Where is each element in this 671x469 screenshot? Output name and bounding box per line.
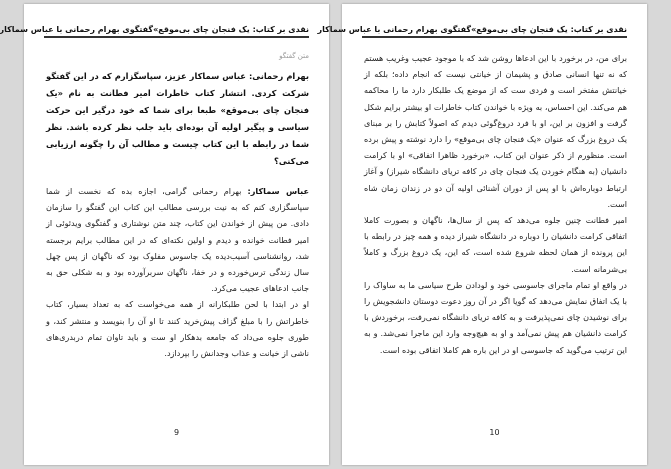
answer-text: بهرام رحمانی گرامی، اجازه بده که نخست از شما سپاسگزاری کنم که به نیت بررسی مطالب این کتاب این گفتگو را سازمان دادی. من پیش از خواندن این کتاب، چند متن نوشتاری و گفتگوی ویدئوئی از امیر فطانت خوانده و دیدم و اولین نکته‌ای که در این مطالب برایم برجسته شد، روانشناسی آسیب‌دیده یک جاسوس مفلوک بود که ناگهان از پس چهل سال زندگی ترس‌خورده و در خفا، ناگهان سربرآورده بود و به شکلی حق به جانب ادعاهای عجیب می‌کرد. — [46, 186, 309, 294]
body-paragraph: امیر فطانت چنین جلوه می‌دهد که پس از سال‌ها، ناگهان و بصورت کاملا اتفاقی کرامت دانشیان را دوباره در دانشگاه شیراز دیده و همه چیز در رابطه با این پرونده از همان لحظه شروع شده است، که این، یک دروغ بزرگ و کاملاً بی‌شرمانه است. — [364, 215, 627, 274]
body-paragraph: در واقع او تمام ماجرای جاسوسی خود و لودادن طرح سیاسی ما به ساواک را با یک اتفاق نمایش می‌دهد که گویا اگر در آن روز دعوت دوستان دانشجویش را برای نوشیدن چای نمی‌پذیرفت و به کافه تریای دانشگاه نمی‌رفت، برخوردش با کرامت دانشیان هم پیش نمی‌آمد و او به هیچ‌وجه وارد این ماجرا نمی‌شد. و به این ترتیب می‌گوید که جاسوسی او در این باره هم کاملا اتفاقی بوده است. — [364, 279, 627, 355]
page-header — [317, 18, 627, 38]
section-heading: متن گفتگو — [279, 52, 309, 60]
page-header — [0, 18, 309, 38]
body-paragraph: برای من، در برخورد با این ادعاها روشن شد که با موجود عجیب وغریب هستم که نه تنها انسانی صادق و پشیمان از خیانتی نیست که انجام داده؛ بلکه از خیانتش مفتخر است و فردی ست که از موضع یک طلبکار دارد ما را محاکمه هم می‌کند. این احساس، به ویژه با خواندن کتاب خاطرات او بیشتر برایم شکل گرفت و افزون بر این، او با فرد دروغ‌گوئی دیدم که اصولاً کتابش را بر مبنای یک دروغ بزرگ که عنوان «یک فنجان چای بی‌موقع» را دارد نوشته و پیش برده است. منظورم از ذکر عنوان این کتاب، «برخورد ظاهرا اتفاقی» او با کرامت دانشیان (به هنگام خوردن یک فنجان چای در کافه تریای دانشگاه شیراز) و آغاز ارتباط دوباره‌اش با او پس از دوران آشنائی اولیه آن دو در زندان زمان شاه است. — [364, 53, 627, 209]
header-title: نقدی بر کتاب: یک فنجان چای بی‌موقع» — [471, 25, 627, 34]
header-subtitle: گفتگوی بهرام رحمانی با عباس سماکار — [0, 25, 154, 34]
answer-paragraph — [46, 183, 309, 296]
answer-paragraph: او در ابتدا با لحن طلبکارانه از همه می‌خواست که به تعداد بسیار، کتاب خاطراتش را با مبلغ گزاف پیش‌خرید کنند تا او آن را بنویسد و منتشر کند، و طوری جلوه می‌داد که جامعه بدهکار او ست و باید تاوان تمام دربدری‌های ناشی از خیانت و عذاب وجدانش را بپردازد. — [46, 299, 309, 359]
page-number: 9 — [173, 428, 180, 437]
header-title: نقدی بر کتاب: یک فنجان چای بی‌موقع» — [153, 25, 309, 34]
page-body — [364, 50, 627, 358]
page-body — [46, 48, 309, 361]
left-page — [0, 4, 329, 465]
header-subtitle: گفتگوی بهرام رحمانی با عباس سماکار — [317, 25, 472, 34]
interview-question: بهرام رحمانی: عباس سماکار عزیز، سپاسگزارم که در این گفتگو شرکت کردی. انتشار کتاب خاطرات امیر فطانت به نام «یک فنجان چای بی‌موقع» طبعا برای شما که خود درگیر این حرکت سیاسی و پیگیر اولیه آن بوده‌ای باید جلب نظر کرده باشد. نظر شما در رابطه با این کتاب چیست و مطالب آن را چگونه ارزیابی می‌کنی؟ — [46, 71, 309, 166]
page-number: 10 — [489, 428, 500, 437]
right-page — [317, 4, 647, 465]
answer-speaker: عباس سماکار: — [247, 186, 309, 196]
